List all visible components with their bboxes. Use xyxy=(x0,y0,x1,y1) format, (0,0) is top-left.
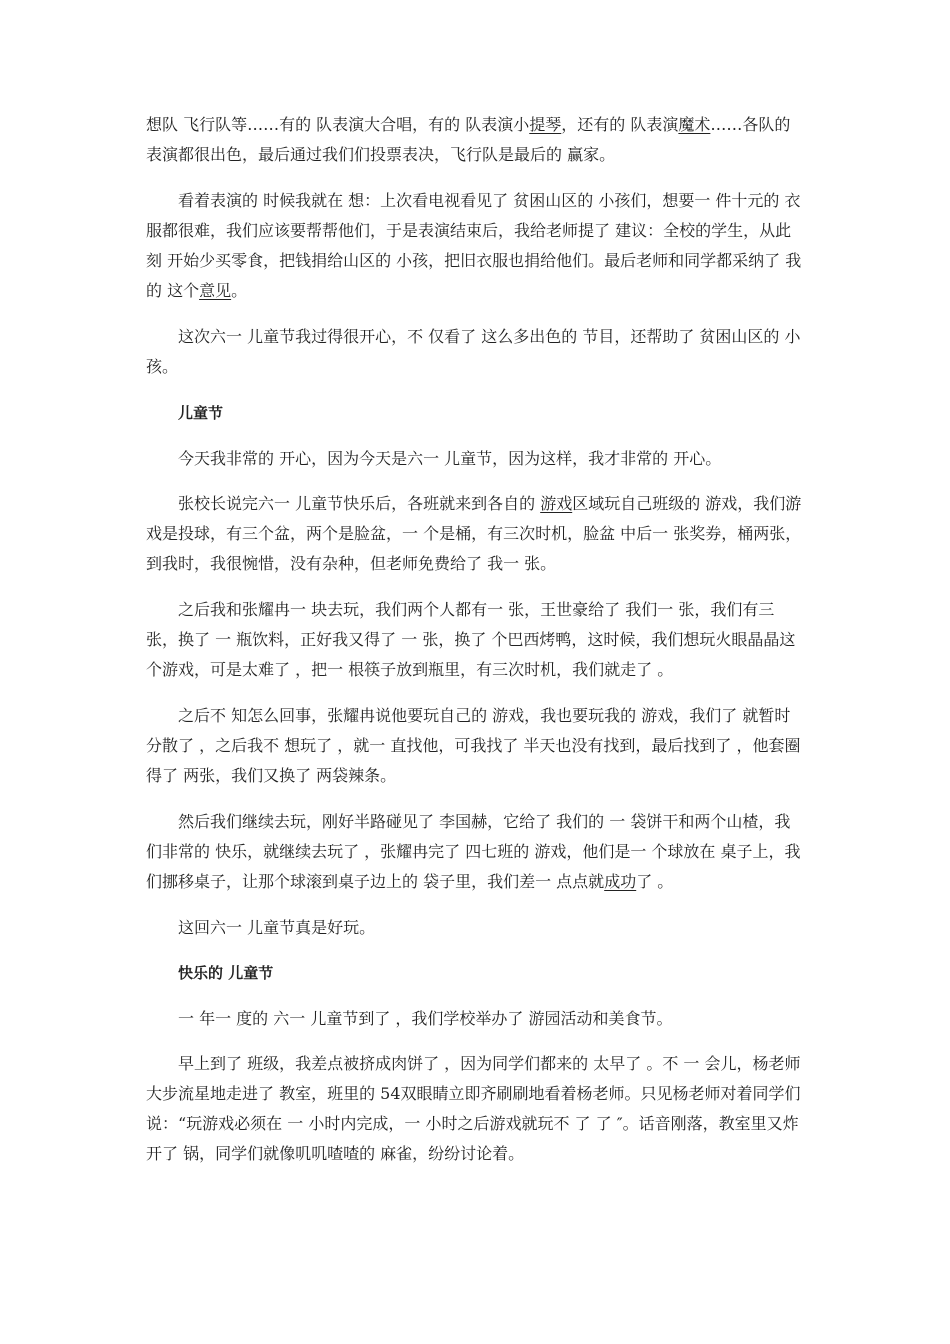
paragraph-11: 早上到了 班级，我差点被挤成肉饼了 ，因为同学们都来的 太早了 。不 一 会儿，杨老师大步流星地走进了 教室，班里的 54双眼睛立即齐刷刷地看着杨老师。只见杨老师对着同学们说：“玩游戏必须在 一 小时内完成，一 小时之后游戏就玩不 了 了 ″。话音刚落，教室里又炸开了 锅，同学们就像叽叽喳喳的 麻雀，纷纷讨论着。 xyxy=(146,1054,801,1163)
paragraph-10: 一 年一 度的 六一 儿童节到了 ，我们学校举办了 游园活动和美食节。 xyxy=(178,1009,673,1028)
paragraph-1-text-c: ，还有的 队表演 xyxy=(561,115,679,134)
underlined-word-moshu: 魔术 xyxy=(678,115,711,134)
paragraph-8-text-c: 了 。 xyxy=(636,872,674,891)
section-heading-childrens-day: 儿童节 xyxy=(178,404,224,422)
paragraph-1-text-a: 想队 飞行队等……有的 队表演大合唱，有的 队表演小 xyxy=(146,115,530,134)
paragraph-2-text-a: 看着表演的 时候我就在 想：上次看电视看见了 贫困山区的 小孩们，想要一 件十元的 衣服都很难，我们应该要帮帮他们，于是表演结束后，我给老师提了 建议：全校的学生，从此刻 开始少买零食，把钱捐给山区的 小孩，把旧衣服也捐给他们。最后老师和同学都采纳了 我的 这个 xyxy=(146,191,802,300)
paragraph-3: 这次六一 儿童节我过得很开心，不 仅看了 这么多出色的 节目，还帮助了 贫困山区的 小孩。 xyxy=(146,327,801,376)
underlined-word-youxi: 游戏 xyxy=(540,494,573,513)
paragraph-4: 今天我非常的 开心，因为今天是六一 儿童节，因为这样，我才非常的 开心。 xyxy=(178,449,722,468)
section-heading-happy-childrens-day: 快乐的 儿童节 xyxy=(178,964,274,982)
underlined-word-yijian: 意见 xyxy=(199,281,232,300)
paragraph-8-text-a: 然后我们继续去玩，刚好半路碰见了 李国赫，它给了 我们的 一 袋饼干和两个山楂，我们非常的 快乐，就继续去玩了 ，张耀冉完了 四七班的 游戏，他们是一 个球放在 桌子上，我们挪移桌子，让那个球滚到桌子边上的 袋子里，我们差一 点点就 xyxy=(146,812,801,891)
paragraph-8 xyxy=(146,807,806,897)
paragraph-5 xyxy=(146,489,806,579)
paragraph-1-text-e: ……各队的 表演都很出色，最后通过我们们投票表决，飞行队是最后的 赢家。 xyxy=(146,115,796,164)
paragraph-6: 之后我和张耀冉一 块去玩，我们两个人都有一 张，王世豪给了 我们一 张，我们有三张，换了 一 瓶饮料，正好我又得了 一 张，换了 个巴西烤鸭，这时候，我们想玩火眼晶晶这个游戏，可是太难了 ，把一 根筷子放到瓶里，有三次时机，我们就走了 。 xyxy=(146,600,796,679)
paragraph-7: 之后不 知怎么回事，张耀冉说他要玩自己的 游戏，我也要玩我的 游戏，我们了 就暂时分散了 ，之后我不 想玩了 ，就一 直找他，可我找了 半天也没有找到，最后找到了 ，他套圈得了 两张，我们又换了 两袋辣条。 xyxy=(146,706,801,785)
paragraph-2 xyxy=(146,186,806,306)
paragraph-2-text-c: 。 xyxy=(231,281,248,300)
paragraph-9: 这回六一 儿童节真是好玩。 xyxy=(178,918,376,937)
paragraph-1 xyxy=(146,110,806,170)
underlined-word-tiqin: 提琴 xyxy=(529,115,562,134)
underlined-word-chenggong: 成功 xyxy=(604,872,637,891)
paragraph-5-text-a: 张校长说完六一 儿童节快乐后，各班就来到各自的 xyxy=(178,494,541,513)
paragraph-5-text-c: 区域玩自己班级的 游戏，我们游戏是投球，有三个盆，两个是脸盆，一 个是桶，有三次时机，脸盆 中后一 张奖券，桶两张，到我时，我很惋惜，没有杂种，但老师免费给了 我一 张。 xyxy=(146,494,802,573)
